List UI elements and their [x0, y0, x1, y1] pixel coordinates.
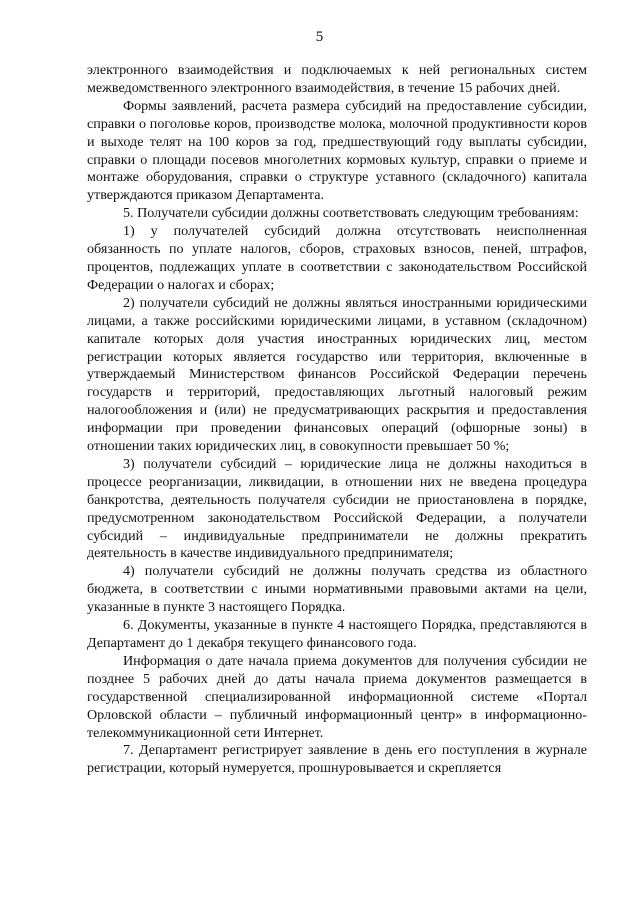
- paragraph: 5. Получатели субсидии должны соответствовать следующим требованиям:: [123, 205, 579, 222]
- page-number: 5: [315, 29, 324, 45]
- document-body: [87, 62, 587, 778]
- paragraph: Информация о дате начала приема документов для получения субсидии не позднее 5 рабочих дней до даты начала приема документов размещается в государственной специализированной информационной системе «Портал Орловской области – публичный информационный центр» в информационно-телекоммуникационной сети Интернет.: [87, 652, 587, 741]
- paragraph: 1) у получателей субсидий должна отсутствовать неисполненная обязанность по уплате налогов, сборов, страховых взносов, пеней, штрафов, процентов, подлежащих уплате в соответствии с законодательством Российской Федерации о налогах и сборах;: [87, 223, 587, 293]
- paragraph: 4) получатели субсидий не должны получать средства из областного бюджета, в соответствии с иными нормативными правовыми актами на цели, указанные в пункте 3 настоящего Порядка.: [87, 563, 587, 616]
- paragraph: Формы заявлений, расчета размера субсидий на предоставление субсидии, справки о поголовье коров, производстве молока, молочной продуктивности коров и выходе телят на 100 коров за год, предшествующий году выплаты субсидии, справки о площади посевов многолетних кормовых культур, справки о приеме и монтаже оборудования, справки о структуре уставного (складочного) капитала утверждаются приказом Департамента.: [87, 97, 587, 204]
- paragraph: 6. Документы, указанные в пункте 4 настоящего Порядка, представляются в Департамент до 1 декабря текущего финансового года.: [87, 617, 587, 651]
- paragraph: электронного взаимодействия и подключаемых к ней региональных систем межведомственного электронного взаимодействия, в течение 15 рабочих дней.: [87, 62, 587, 96]
- paragraph: 2) получатели субсидий не должны являться иностранными юридическими лицами, а также российскими юридическими лицами, в уставном (складочном) капитале которых доля участия иностранных юридических лиц, местом регистрации которых является государство или территория, включенные в утверждаемый Министерством финансов Российской Федерации перечень государств и территорий, предоставляющих льготный налоговый режим налогообложения и (или) не предусматривающих раскрытия и предоставления информации при проведении финансовых операций (офшорные зоны) в отношении таких юридических лиц, в совокупности превышает 50 %;: [87, 294, 587, 455]
- paragraph: 3) получатели субсидий – юридические лица не должны находиться в процессе реорганизации, ликвидации, в отношении них не введена процедура банкротства, деятельность получателя субсидии не приостановлена в порядке, предусмотренном законодательством Российской Федерации, а получатели субсидий – индивидуальные предприниматели не должны прекратить деятельность в качестве индивидуального предпринимателя;: [87, 455, 587, 562]
- paragraph: 7. Департамент регистрирует заявление в день его поступления в журнале регистрации, который нумеруется, прошнуровывается и скрепляется: [87, 742, 587, 777]
